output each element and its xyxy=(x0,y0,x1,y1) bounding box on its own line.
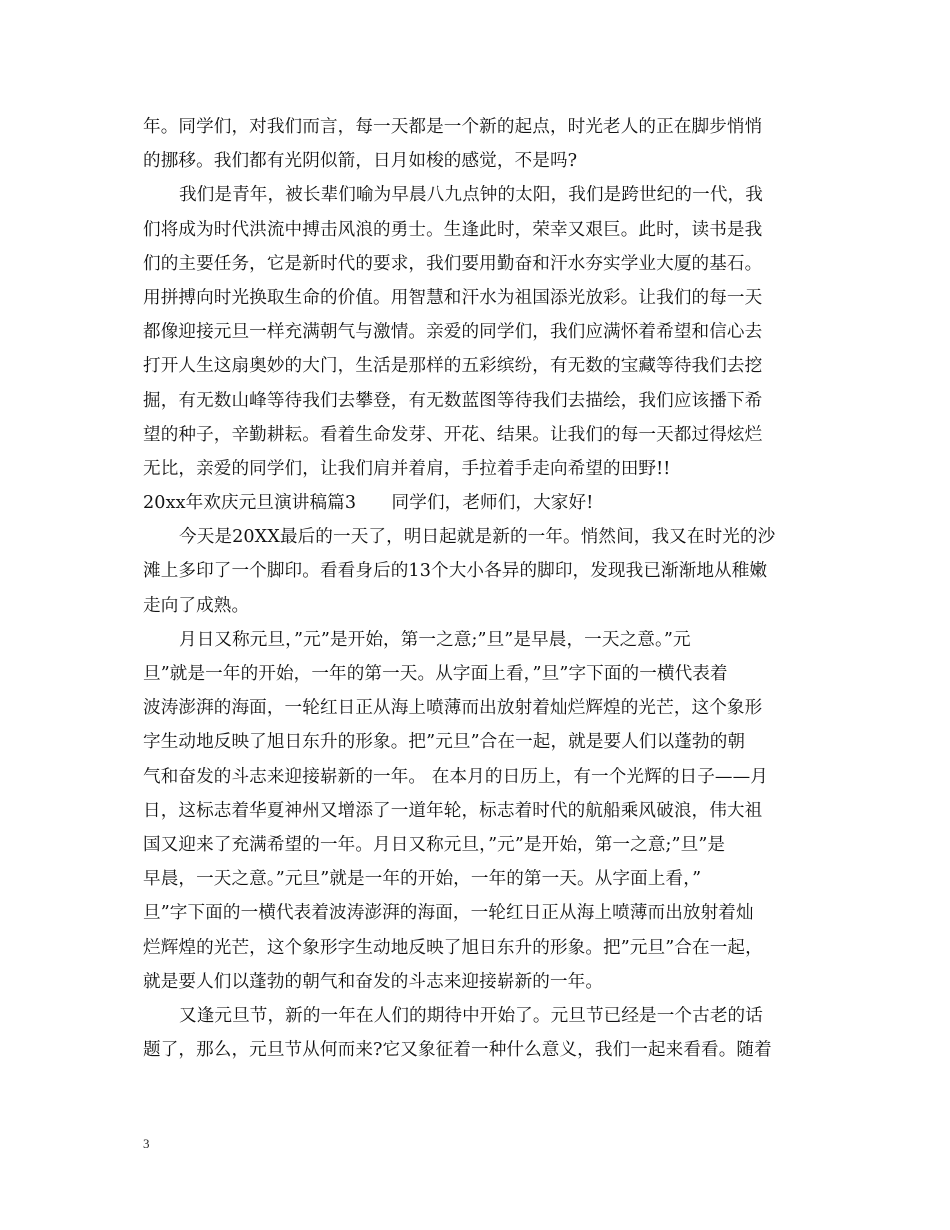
text-line: 年。同学们，对我们而言，每一天都是一个新的起点，时光老人的正在脚步悄悄 xyxy=(143,117,763,137)
text-line: 字生动地反映了旭日东升的形象。把”元旦”合在一起，就是要人们以蓬勃的朝 xyxy=(143,732,746,753)
text-line: 旦”字下面的一横代表着波涛澎湃的海面，一轮红日正从海上喷薄而出放射着灿 xyxy=(143,903,754,924)
text-line: 气和奋发的斗志来迎接崭新的一年。 在本月的日历上，有一个光辉的日子——月 xyxy=(143,766,768,787)
text-line: 滩上多印了一个脚印。看看身后的13个大小各异的脚印，发现我已渐渐地从稚嫩 xyxy=(143,561,768,582)
text-line: 我们是青年，被长辈们喻为早晨八九点钟的太阳，我们是跨世纪的一代，我 xyxy=(179,185,763,206)
text-line: 题了，那么，元旦节从何而来?它又象征着一种什么意义，我们一起来看看。随着 xyxy=(143,1040,772,1061)
text-line: 掘，有无数山峰等待我们去攀登，有无数蓝图等待我们去描绘，我们应该播下希 xyxy=(143,390,763,411)
text-line: 无比，亲爱的同学们，让我们肩并着肩，手拉着手走向希望的田野!! xyxy=(143,458,671,479)
text-line: 们将成为时代洪流中搏击风浪的勇士。生逢此时，荣幸又艰巨。此时，读书是我 xyxy=(143,219,763,240)
text-line: 月日又称元旦，”元”是开始，第一之意;”旦”是早晨，一天之意。”元 xyxy=(179,629,691,650)
document-body xyxy=(143,110,813,1067)
text-line: 波涛澎湃的海面，一轮红日正从海上喷薄而出放射着灿烂辉煌的光芒，这个象形 xyxy=(143,698,763,719)
text-line: 日，这标志着华夏神州又增添了一道年轮，标志着时代的航船乘风破浪，伟大祖 xyxy=(143,800,763,821)
text-line: 就是要人们以蓬勃的朝气和奋发的斗志来迎接崭新的一年。 xyxy=(143,971,604,992)
text-line: 都像迎接元旦一样充满朝气与激情。亲爱的同学们，我们应满怀着希望和信心去 xyxy=(143,322,763,343)
text-line: 们的主要任务，它是新时代的要求，我们要用勤奋和汗水夯实学业大厦的基石。 xyxy=(143,253,763,274)
text-line: 20xx年欢庆元旦演讲稿篇3 同学们，老师们，大家好! xyxy=(143,493,594,514)
text-line: 旦”就是一年的开始，一年的第一天。从字面上看，”旦”字下面的一横代表着 xyxy=(143,664,728,684)
text-line: 烂辉煌的光芒，这个象形字生动地反映了旭日东升的形象。把”元旦”合在一起， xyxy=(143,937,763,958)
text-line: 今天是20XX最后的一天了，明日起就是新的一年。悄然间，我又在时光的沙 xyxy=(179,527,776,548)
text-line: 打开人生这扇奥妙的大门，生活是那样的五彩缤纷，有无数的宝藏等待我们去挖 xyxy=(143,356,763,377)
text-line: 用拼搏向时光换取生命的价值。用智慧和汗水为祖国添光放彩。让我们的每一天 xyxy=(143,287,763,308)
text-line: 早晨，一天之意。”元旦”就是一年的开始，一年的第一天。从字面上看，” xyxy=(143,869,702,890)
text-line: 望的种子，辛勤耕耘。看着生命发芽、开花、结果。让我们的每一天都过得炫烂 xyxy=(143,424,763,445)
text-line: 走向了成熟。 xyxy=(143,595,250,616)
text-line: 的挪移。我们都有光阴似箭，日月如梭的感觉，不是吗? xyxy=(143,151,578,172)
text-line: 又逢元旦节，新的一年在人们的期待中开始了。元旦节已经是一个古老的话 xyxy=(179,1005,763,1026)
text-line: 国又迎来了充满希望的一年。月日又称元旦，”元”是开始，第一之意;”旦”是 xyxy=(143,834,726,855)
page-number: 3 xyxy=(143,1136,150,1151)
